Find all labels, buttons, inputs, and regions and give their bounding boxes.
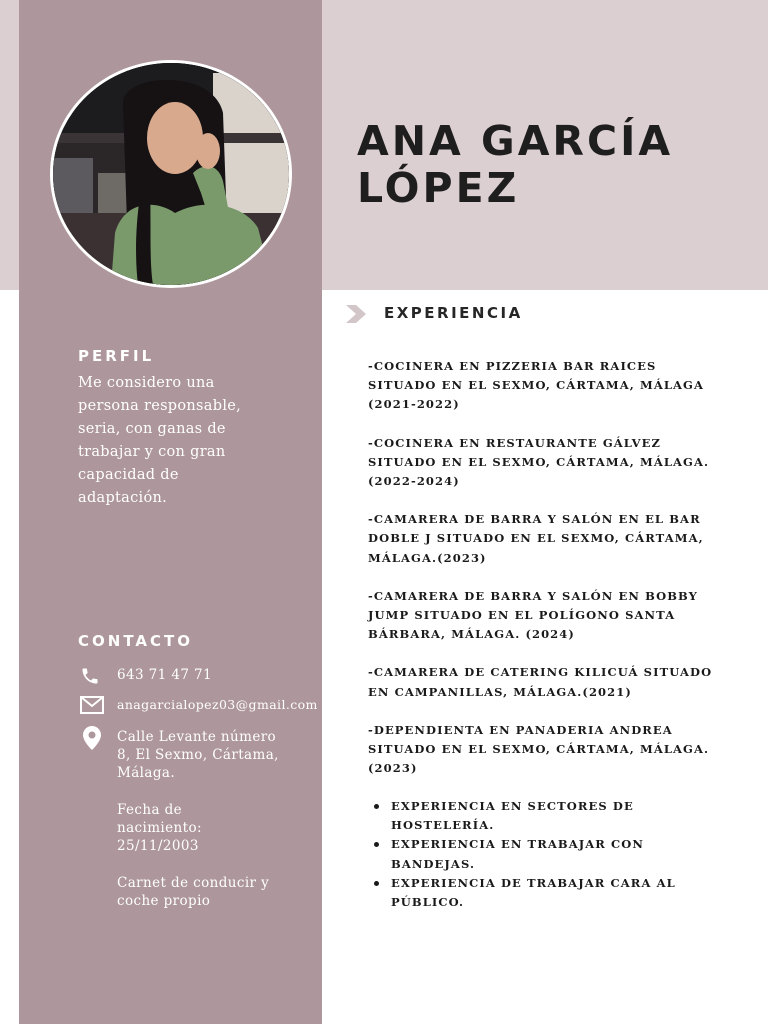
skills-list (372, 797, 702, 912)
experience-item (368, 663, 713, 701)
experience-line: SITUADO EN EL SEXMO, CÁRTAMA, MÁLAGA. (368, 454, 710, 469)
experience-line: EN CAMPANILLAS, MÁLAGA.(2021) (368, 684, 632, 699)
skill-item (372, 874, 702, 912)
name-line-2: LÓPEZ (357, 164, 520, 212)
experience-item (368, 587, 713, 645)
experience-line: SITUADO EN EL SEXMO, CÁRTAMA, MÁLAGA. (368, 742, 710, 757)
contact-heading: CONTACTO (78, 632, 193, 650)
experience-line: (2021-2022) (368, 397, 460, 412)
skill-line: EXPERIENCIA EN SECTORES DE (391, 799, 634, 813)
name-line-1: ANA GARCÍA (357, 117, 674, 165)
experience-list (368, 357, 713, 797)
birth-date: Fecha de nacimiento: 25/11/2003 (117, 802, 202, 854)
skill-item (372, 835, 702, 873)
phone-number: 643 71 47 71 (117, 667, 212, 683)
experience-line: JUMP SITUADO EN EL POLÍGONO SANTA (368, 608, 676, 623)
experience-line: (2022-2024) (368, 474, 460, 489)
experience-line: BÁRBARA, MÁLAGA. (2024) (368, 627, 575, 642)
location-pin-icon (83, 726, 101, 754)
experience-line: -DEPENDIENTA EN PANADERIA ANDREA (368, 722, 673, 737)
mail-icon (80, 696, 104, 718)
bullet-icon (374, 804, 379, 809)
chevron-right-icon (346, 305, 370, 327)
bullet-icon (374, 881, 379, 886)
skill-line: EXPERIENCIA EN TRABAJAR CON (391, 837, 645, 852)
skill-item (372, 797, 702, 835)
experience-line: -COCINERA EN RESTAURANTE GÁLVEZ (368, 435, 661, 450)
skill-line: EXPERIENCIA DE TRABAJAR CARA AL (391, 875, 676, 890)
experience-line: (2023) (368, 761, 418, 776)
experience-line: -CAMARERA DE CATERING KILICUÁ SITUADO (368, 665, 713, 680)
experience-item (368, 510, 713, 568)
candidate-name (357, 118, 757, 212)
experience-line: -CAMARERA DE BARRA Y SALÓN EN BOBBY (368, 588, 698, 603)
experience-item (368, 721, 713, 779)
phone-icon (80, 666, 100, 690)
experience-line: DOBLE J SITUADO EN EL SEXMO, CÁRTAMA, (368, 531, 704, 546)
driving-license: Carnet de conducir y coche propio (117, 875, 270, 909)
skill-line: BANDEJAS. (391, 856, 476, 871)
experience-item (368, 357, 713, 415)
profile-heading: PERFIL (78, 347, 155, 365)
experience-line: -COCINERA EN PIZZERIA BAR RAICES (368, 359, 657, 373)
experience-line: -CAMARERA DE BARRA Y SALÓN EN EL BAR (368, 512, 701, 527)
email-address: anagarcialopez03@gmail.com (117, 697, 318, 712)
experience-line: SITUADO EN EL SEXMO, CÁRTAMA, MÁLAGA (368, 378, 704, 393)
bullet-icon (374, 842, 379, 847)
profile-photo (50, 60, 292, 288)
experience-line: MÁLAGA.(2023) (368, 550, 487, 565)
skill-line: PÚBLICO. (391, 895, 465, 910)
experience-heading: EXPERIENCIA (384, 304, 523, 322)
profile-text: Me considero una persona responsable, seria, con ganas de trabajar y con gran capacidad de adaptación. (78, 375, 242, 506)
address-text: Calle Levante número 8, El Sexmo, Cártama, Málaga. (117, 729, 279, 781)
experience-item (368, 434, 713, 492)
skill-line: HOSTELERÍA. (391, 818, 495, 833)
